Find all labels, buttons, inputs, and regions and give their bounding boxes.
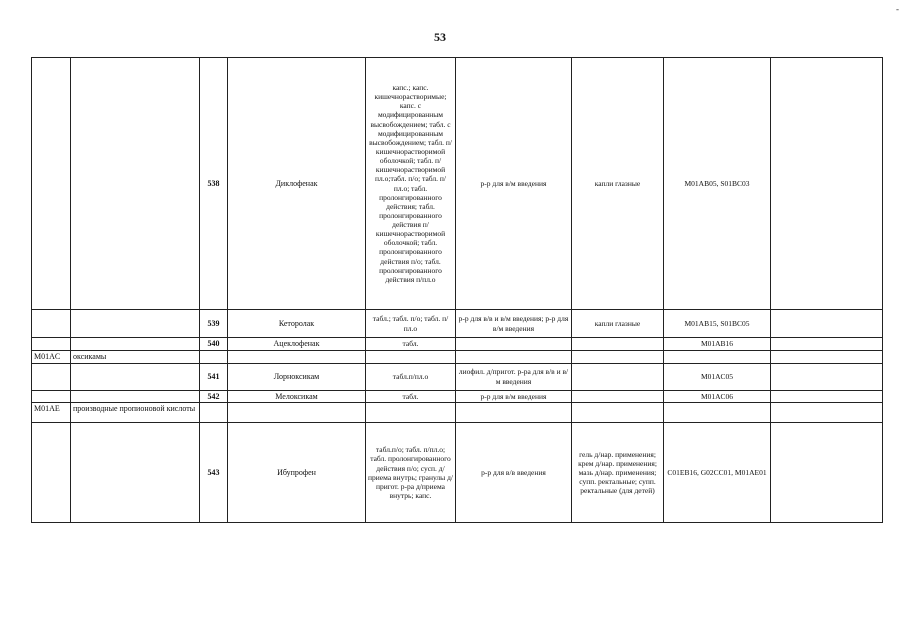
drug-name: Диклофенак bbox=[228, 58, 366, 310]
empty-cell bbox=[771, 350, 883, 363]
dosage-forms-injection: р-р для в/м введения bbox=[456, 390, 572, 403]
empty-cell bbox=[572, 403, 664, 423]
table-row bbox=[32, 363, 883, 390]
dosage-forms-injection bbox=[456, 338, 572, 351]
drug-name: Мелоксикам bbox=[228, 390, 366, 403]
atc-group-name bbox=[71, 310, 200, 338]
atc-group-code bbox=[32, 58, 71, 310]
group-row bbox=[32, 403, 883, 423]
row-number: 543 bbox=[200, 423, 228, 523]
row-number: 542 bbox=[200, 390, 228, 403]
empty-cell bbox=[228, 350, 366, 363]
dosage-forms-injection: р-р для в/в и в/м введения; р-р для в/м введения bbox=[456, 310, 572, 338]
drug-name: Ибупрофен bbox=[228, 423, 366, 523]
atc-codes: C01EB16, G02CC01, M01AE01 bbox=[664, 423, 771, 523]
page-number: 53 bbox=[434, 30, 446, 44]
dosage-forms-injection: лиофил. д/пригот. р-ра для в/в и в/м введения bbox=[456, 363, 572, 390]
atc-group-name bbox=[71, 363, 200, 390]
table-row bbox=[32, 338, 883, 351]
dosage-forms-other bbox=[572, 390, 664, 403]
empty-cell bbox=[366, 350, 456, 363]
atc-group-name: производные пропионовой кислоты bbox=[71, 403, 200, 423]
dosage-forms-oral: табл. bbox=[366, 338, 456, 351]
dosage-forms-oral: табл.; табл. п/о; табл. п/пл.о bbox=[366, 310, 456, 338]
dosage-forms-injection: р-р для в/в введения bbox=[456, 423, 572, 523]
dosage-forms-other: гель д/нар. применения; крем д/нар. применения; мазь д/нар. применения; супп. ректальные; супп. ректальные (для детей) bbox=[572, 423, 664, 523]
dosage-forms-oral: табл.п/о; табл. п/пл.о; табл. пролонгированного действия п/о; сусп. д/приема внутрь; гранулы д/пригот. р-ра д/приема внутрь; капс. bbox=[366, 423, 456, 523]
atc-codes: M01AB05, S01BC03 bbox=[664, 58, 771, 310]
atc-group-name bbox=[71, 423, 200, 523]
drug-list-table bbox=[31, 57, 883, 523]
empty-cell bbox=[664, 350, 771, 363]
atc-codes: M01AC05 bbox=[664, 363, 771, 390]
empty-cell bbox=[572, 350, 664, 363]
dosage-forms-other bbox=[572, 363, 664, 390]
atc-group-code bbox=[32, 363, 71, 390]
drug-name: Кеторолак bbox=[228, 310, 366, 338]
table-row bbox=[32, 310, 883, 338]
empty-cell bbox=[200, 350, 228, 363]
atc-group-code bbox=[32, 390, 71, 403]
drug-name: Лорноксикам bbox=[228, 363, 366, 390]
atc-group-name bbox=[71, 390, 200, 403]
atc-group-code bbox=[32, 423, 71, 523]
dosage-forms-oral: табл.п/пл.о bbox=[366, 363, 456, 390]
atc-group-name bbox=[71, 338, 200, 351]
atc-group-code bbox=[32, 338, 71, 351]
row-number: 541 bbox=[200, 363, 228, 390]
dosage-forms-other: капли глазные bbox=[572, 58, 664, 310]
notes-cell bbox=[771, 390, 883, 403]
atc-group-name: оксикамы bbox=[71, 350, 200, 363]
atc-group-code bbox=[32, 310, 71, 338]
drug-name: Ацеклофенак bbox=[228, 338, 366, 351]
group-row bbox=[32, 350, 883, 363]
empty-cell bbox=[771, 403, 883, 423]
notes-cell bbox=[771, 310, 883, 338]
empty-cell bbox=[456, 403, 572, 423]
atc-codes: M01AC06 bbox=[664, 390, 771, 403]
empty-cell bbox=[664, 403, 771, 423]
atc-group-code: M01AC bbox=[32, 350, 71, 363]
notes-cell bbox=[771, 363, 883, 390]
atc-codes: M01AB16 bbox=[664, 338, 771, 351]
corner-mark: - bbox=[896, 4, 899, 14]
row-number: 540 bbox=[200, 338, 228, 351]
atc-group-name bbox=[71, 58, 200, 310]
notes-cell bbox=[771, 423, 883, 523]
empty-cell bbox=[456, 350, 572, 363]
empty-cell bbox=[366, 403, 456, 423]
dosage-forms-oral: табл. bbox=[366, 390, 456, 403]
notes-cell bbox=[771, 58, 883, 310]
dosage-forms-other: капли глазные bbox=[572, 310, 664, 338]
table-row bbox=[32, 423, 883, 523]
dosage-forms-oral: капс.; капс. кишечнорастворимые; капс. с модифицированным высвобождением; табл. с модифицированным высвобождением; табл. п/кишечнорастворимой оболочкой; табл. п/кишечнорастворимой пл.о;табл. п/о; табл. п/пл.о; табл. пролонгированного действия; табл. пролонгированного действия п/кишечнорастворимой оболочкой; табл. пролонгированного действия п/о; табл. пролонгированного действия п/пл.о bbox=[366, 58, 456, 310]
dosage-forms-injection: р-р для в/м введения bbox=[456, 58, 572, 310]
table-row bbox=[32, 390, 883, 403]
table-row bbox=[32, 58, 883, 310]
row-number: 538 bbox=[200, 58, 228, 310]
atc-codes: M01AB15, S01BC05 bbox=[664, 310, 771, 338]
row-number: 539 bbox=[200, 310, 228, 338]
dosage-forms-other bbox=[572, 338, 664, 351]
empty-cell bbox=[228, 403, 366, 423]
empty-cell bbox=[200, 403, 228, 423]
notes-cell bbox=[771, 338, 883, 351]
atc-group-code: M01AE bbox=[32, 403, 71, 423]
